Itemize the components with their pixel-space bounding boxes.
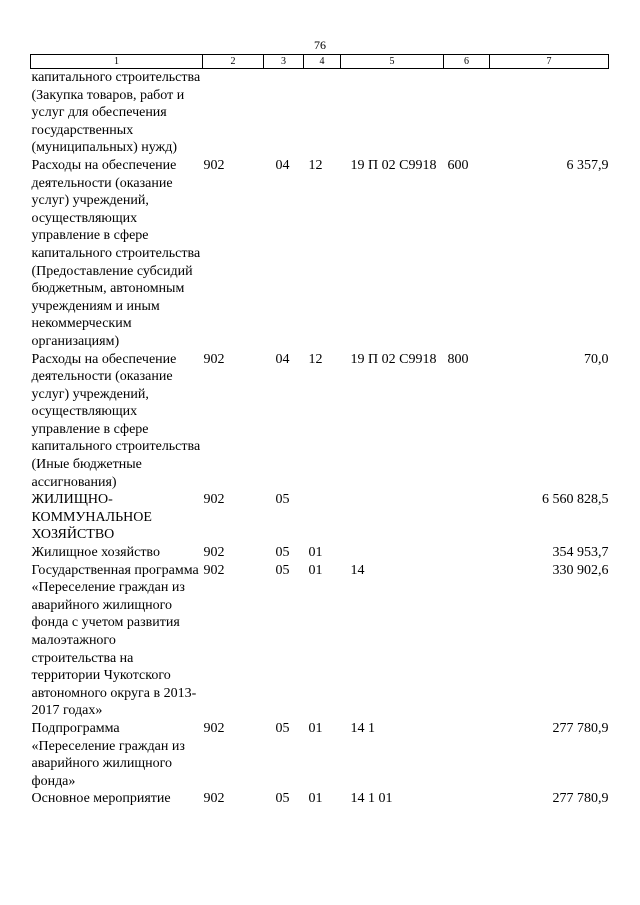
row-expense-type xyxy=(444,491,490,544)
row-subsection: 01 xyxy=(308,545,323,561)
row-sum xyxy=(490,69,609,157)
row-subsection xyxy=(304,69,341,157)
row-name: Расходы на обеспечение деятельности (оказание услуг) учреждений, осуществляющих управление в сфере капитального строительства (Иные бюджетные ассигнования) xyxy=(31,351,201,490)
row-section xyxy=(264,69,304,157)
row-sum: 70,0 xyxy=(584,351,609,367)
table-row xyxy=(31,562,609,720)
row-subsection: 01 xyxy=(308,791,323,807)
row-section: 04 xyxy=(275,351,290,367)
row-admin-code: 902 xyxy=(203,157,225,173)
row-admin-code: 902 xyxy=(203,351,225,367)
row-sum: 330 902,6 xyxy=(552,562,609,578)
row-admin-code: 902 xyxy=(203,492,225,508)
table-row xyxy=(31,790,609,808)
row-name: Жилищное хозяйство xyxy=(31,545,160,561)
row-name: ЖИЛИЩНО-КОММУНАЛЬНОЕ ХОЗЯЙСТВО xyxy=(31,492,152,543)
row-target-code: 19 П 02 С9918 xyxy=(350,157,437,173)
budget-table xyxy=(30,54,609,808)
row-name: Государственная программа «Переселение граждан из аварийного жилищного фонда с учетом развития малоэтажного строительства на территории Чукотского автономного округа в 2013-2017 годах» xyxy=(31,562,199,719)
row-expense-type: 800 xyxy=(447,351,469,367)
row-target-code: 14 1 01 xyxy=(350,791,393,807)
row-name: капитального строительства (Закупка товаров, работ и услуг для обеспечения государственных (муниципальных) нужд) xyxy=(31,70,201,156)
row-sum: 277 780,9 xyxy=(552,720,609,736)
row-expense-type xyxy=(444,790,490,808)
row-section: 04 xyxy=(275,157,290,173)
row-admin-code xyxy=(203,69,264,157)
row-sum: 6 357,9 xyxy=(566,157,609,173)
row-subsection: 01 xyxy=(308,562,323,578)
row-name: Расходы на обеспечение деятельности (оказание услуг) учреждений, осуществляющих управление в сфере капитального строительства (Предоставление субсидий бюджетным, автономным учреждениям и иным некоммерческим организациям) xyxy=(31,157,201,349)
page-number: 76 xyxy=(314,38,326,52)
column-number: 5 xyxy=(341,55,444,69)
column-number: 4 xyxy=(304,55,341,69)
column-number: 2 xyxy=(203,55,264,69)
row-admin-code: 902 xyxy=(203,791,225,807)
row-name: Подпрограмма «Переселение граждан из аварийного жилищного фонда» xyxy=(31,720,185,789)
row-admin-code: 902 xyxy=(203,545,225,561)
row-admin-code: 902 xyxy=(203,720,225,736)
row-subsection: 12 xyxy=(308,351,323,367)
row-sum: 354 953,7 xyxy=(552,545,609,561)
row-target-code xyxy=(341,544,444,562)
column-number: 1 xyxy=(31,55,203,69)
column-number: 7 xyxy=(490,55,609,69)
column-number: 3 xyxy=(264,55,304,69)
row-subsection: 01 xyxy=(308,720,323,736)
row-expense-type: 600 xyxy=(447,157,469,173)
row-expense-type xyxy=(444,544,490,562)
table-row xyxy=(31,544,609,562)
row-subsection xyxy=(304,491,341,544)
row-section: 05 xyxy=(275,545,290,561)
row-name: Основное мероприятие xyxy=(31,791,171,807)
row-target-code: 14 xyxy=(350,562,365,578)
row-section: 05 xyxy=(275,791,290,807)
row-expense-type xyxy=(444,69,490,157)
table-row xyxy=(31,491,609,544)
column-number-row xyxy=(31,55,609,69)
table-row xyxy=(31,69,609,157)
row-sum: 277 780,9 xyxy=(552,791,609,807)
row-target-code: 14 1 xyxy=(350,720,375,736)
row-expense-type xyxy=(444,720,490,790)
row-subsection: 12 xyxy=(308,157,323,173)
table-row xyxy=(31,351,609,492)
row-expense-type xyxy=(444,562,490,720)
row-target-code xyxy=(341,69,444,157)
row-section: 05 xyxy=(275,562,290,578)
table-row xyxy=(31,720,609,790)
column-number: 6 xyxy=(444,55,490,69)
row-section: 05 xyxy=(275,492,290,508)
table-row xyxy=(31,157,609,351)
row-target-code xyxy=(341,491,444,544)
row-section: 05 xyxy=(275,720,290,736)
row-sum: 6 560 828,5 xyxy=(542,492,609,508)
row-admin-code: 902 xyxy=(203,562,225,578)
row-target-code: 19 П 02 С9918 xyxy=(350,351,437,367)
